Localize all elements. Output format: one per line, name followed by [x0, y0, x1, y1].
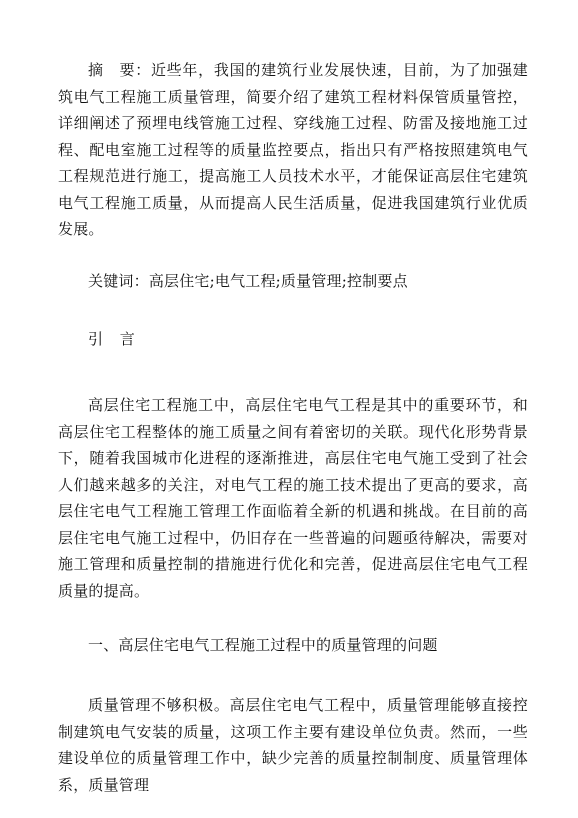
abstract-paragraph: [58, 57, 528, 243]
section1-heading: 一、高层住宅电气工程施工过程中的质量管理的问题: [88, 636, 438, 654]
keywords-line: [58, 268, 528, 295]
intro-heading: 引 言: [88, 330, 141, 348]
keywords-section: [58, 268, 528, 295]
intro-heading-section: [58, 326, 528, 353]
section1-heading-section: [58, 632, 528, 659]
abstract-label: 摘 要：: [88, 61, 151, 79]
section1-body-section: [58, 692, 528, 798]
keywords-text: 高层住宅;电气工程;质量管理;控制要点: [148, 272, 408, 290]
abstract-text: 近些年，我国的建筑行业发展快速，目前，为了加强建筑电气工程施工质量管理，简要介绍了建筑工程材料保管质量管控，详细阐述了预埋电线管施工过程、穿线施工过程、防雷及接地施工过程、配电室施工过程等的质量监控要点，指出只有严格按照建筑电气工程规范进行施工，提高施工人员技术水平，才能保证高层住宅建筑电气工程施工质量，从而提高人民生活质量，促进我国建筑行业优质发展。: [58, 61, 528, 238]
intro-body-section: [58, 392, 528, 604]
section1-paragraph: 质量管理不够积极。高层住宅电气工程中，质量管理能够直接控制建筑电气安装的质量，这项工作主要有建设单位负责。然而，一些建设单位的质量管理工作中，缺少完善的质量控制制度、质量管理体系，质量管理: [58, 696, 528, 794]
intro-paragraph: 高层住宅工程施工中，高层住宅电气工程是其中的重要环节，和高层住宅工程整体的施工质量之间有着密切的关联。现代化形势背景下，随着我国城市化进程的逐渐推进，高层住宅电气施工受到了社会人们越来越多的关注，对电气工程的施工技术提出了更高的要求，高层住宅电气工程施工管理工作面临着全新的机遇和挑战。在目前的高层住宅电气施工过程中，仍旧存在一些普遍的问题亟待解决，需要对施工管理和质量控制的措施进行优化和完善，促进高层住宅电气工程质量的提高。: [58, 396, 528, 600]
abstract-section: [58, 57, 528, 243]
keywords-label: 关键词：: [88, 272, 149, 290]
